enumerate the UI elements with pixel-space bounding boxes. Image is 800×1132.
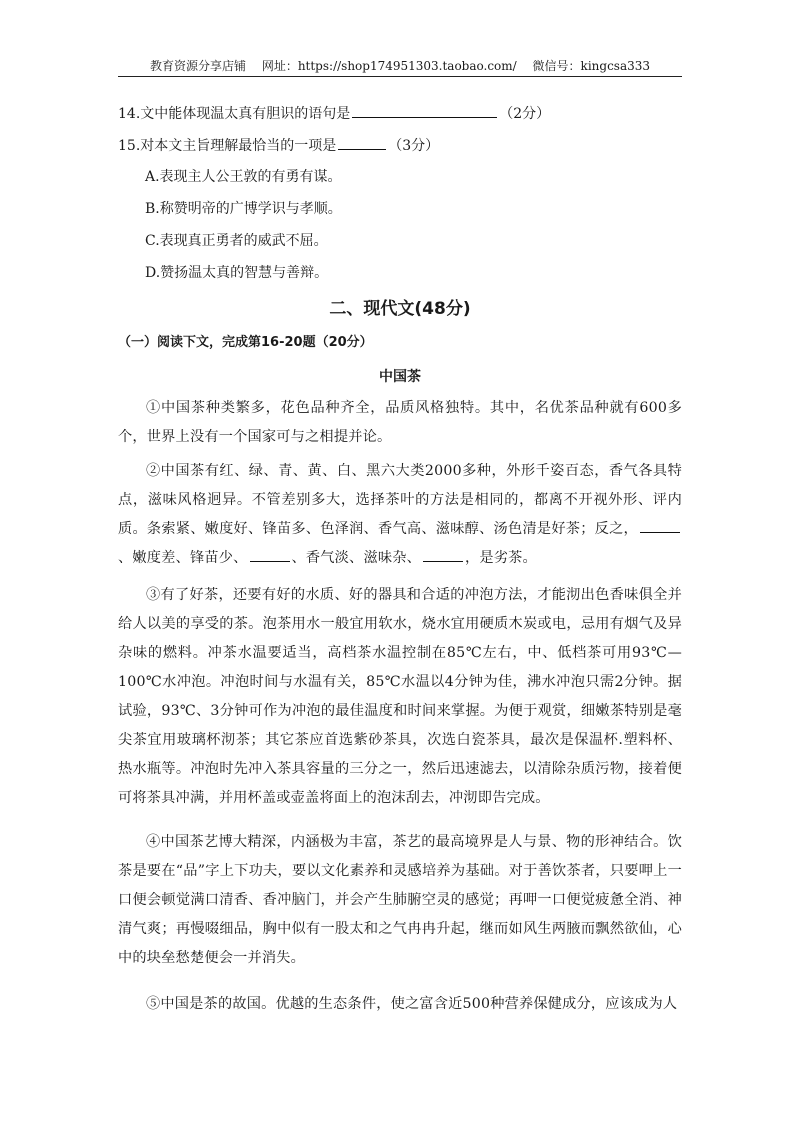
header-wechat: 微信号：kingcsa333 (532, 59, 651, 73)
question-14 (118, 103, 550, 124)
paragraph-2 (118, 457, 682, 573)
header-shop: 教育资源分享店铺 (149, 59, 246, 73)
paragraph-1: ①中国茶种类繁多，花色品种齐全，品质风格独特。其中，名优茶品种就有600多个，世界上没有一个国家可与之相提并论。 (118, 400, 682, 445)
question-15-score: （3分） (388, 138, 440, 154)
question-15-option-b: B.称赞明帝的广博学识与孝顺。 (145, 201, 342, 217)
question-15-option-a: A.表现主人公王敦的有勇有谋。 (145, 169, 342, 185)
article-title: 中国茶 (379, 369, 421, 385)
question-14-answer-blank[interactable] (352, 103, 497, 118)
paragraph-2-blank-3[interactable] (423, 547, 463, 562)
paragraph-3: ③有了好茶，还要有好的水质、好的器具和合适的冲泡方法，才能沏出色香味俱全并给人以美的享受的茶。泡茶用水一般宜用软水，烧水宜用硬质木炭或电，忌用有烟气及异杂味的燃料。冲茶水温要适当，高档茶水温控制在85℃左右，中、低档茶可用93℃—100℃水冲泡。冲泡时间与水温有关，85℃水温以4分钟为佳，沸水冲泡只需2分钟。据试验，93℃、3分钟可作为冲泡的最佳温度和时间来掌握。为便于观赏，细嫩茶特别是毫尖茶宜用玻璃杯沏茶；其它茶应首选紫砂茶具，次选白瓷茶具，最次是保温杯.塑料杯、热水瓶等。冲泡时先冲入茶具容量的三分之一，然后迅速滤去，以清除杂质污物，接着便可将茶具冲满，并用杯盖或壶盖将面上的泡沫刮去，冲沏即告完成。 (118, 587, 682, 806)
paragraph-2-part-a: ②中国茶有红、绿、青、黄、白、黑六大类2000多种，外形千姿百态，香气各具特点，滋味风格迥异。不管差别多大，选择茶叶的方法是相同的，都离不开视外形、评内质。条索紧、嫩度好、锋苗多、色泽润、香气高、滋味醇、汤色清是好茶；反之， (118, 463, 682, 537)
section-title: 二、现代文(48分) (329, 299, 471, 319)
paragraph-2-part-d: ，是劣茶。 (465, 550, 537, 566)
paragraph-5: ⑤中国是茶的故国。优越的生态条件，使之富含近500种营养保健成分，应该成为人 (146, 996, 678, 1012)
question-15-option-d: D.赞扬温太真的智慧与善辩。 (145, 265, 329, 281)
question-15-option-c: C.表现真正勇者的威武不屈。 (145, 233, 328, 249)
header-url: 网址：https://shop174951303.taobao.com/ (261, 59, 517, 73)
paragraph-2-part-b: 、嫩度差、锋苗少、 (118, 550, 248, 566)
paragraph-2-blank-2[interactable] (250, 547, 290, 562)
page-header (120, 58, 680, 74)
paragraph-2-blank-1[interactable] (640, 518, 680, 533)
question-15 (118, 135, 439, 156)
question-15-text: 15.对本文主旨理解最恰当的一项是 (118, 138, 337, 154)
section-subtitle: （一）阅读下文，完成第16-20题（20分） (118, 335, 373, 350)
question-14-text: 14.文中能体现温太真有胆识的语句是 (118, 106, 351, 122)
question-15-answer-blank[interactable] (338, 135, 386, 150)
question-14-score: （2分） (499, 106, 551, 122)
paragraph-4: ④中国茶艺博大精深，内涵极为丰富，茶艺的最高境界是人与景、物的形神结合。饮茶是要在“品”字上下功夫，要以文化素养和灵感培养为基础。对于善饮茶者，只要呷上一口便会顿觉满口清香、香冲脑门，并会产生肺腑空灵的感觉；再呷一口便觉疲惫全消、神清气爽；再慢啜细品，胸中似有一股太和之气冉冉升起，继而如风生两腋而飘然欲仙，心中的块垒愁楚便会一并消失。 (118, 834, 682, 966)
paragraph-2-part-c: 、香气淡、滋味杂、 (291, 550, 421, 566)
header-divider (118, 76, 682, 77)
